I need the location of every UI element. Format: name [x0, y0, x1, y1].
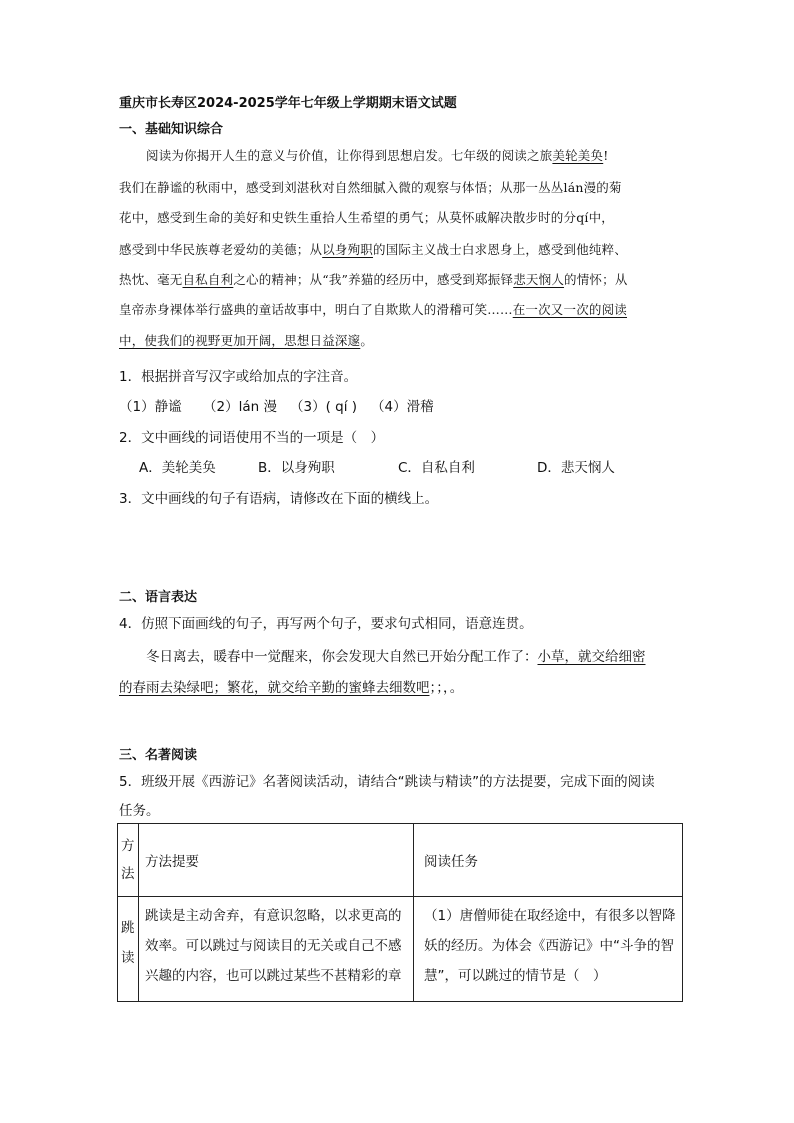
q1-item-1: （1）静谧 [119, 399, 182, 415]
passage-text: 之心的精神；从“我”养猫的经历中，感受到郑振铎 [233, 272, 514, 287]
question-3: 3．文中画线的句子有语病，请修改在下面的横线上。 [119, 491, 439, 507]
header-method: 方法 [118, 824, 139, 897]
passage-text: 花中，感受到生命的美好和史铁生重拾人生希望的勇气；从莫怀戚解决散步时的分qí中， [119, 210, 615, 225]
q2-option-d: D．悲天悯人 [537, 460, 615, 476]
underlined-phrase: 中，使我们的视野更加开阔，思想日益深邃 [119, 333, 361, 348]
q4-sample-line-2 [119, 676, 463, 696]
passage-line [119, 331, 373, 349]
question-4: 4．仿照下面画线的句子，再写两个句子，要求句式相同，语意连贯。 [119, 616, 533, 632]
q1-item-4: （4）滑稽 [371, 399, 434, 415]
passage-text: ! [603, 148, 609, 163]
header-task: 阅读任务 [414, 824, 683, 897]
question-5-line-1: 5．班级开展《西游记》名著阅读活动，请结合“跳读与精读”的方法提要，完成下面的阅读 [119, 774, 655, 790]
q2-option-b: B．以身殉职 [258, 460, 335, 476]
underlined-phrase: 在一次又一次的阅读 [512, 302, 628, 317]
passage-line [119, 178, 622, 196]
q2-option-c: C．自私自利 [398, 460, 475, 476]
table-header-row [118, 824, 683, 897]
cell-method: 跳读 [118, 897, 139, 1002]
passage-line [146, 146, 608, 164]
passage-text: 的国际主义战士白求恩身上，感受到他纯粹、 [373, 242, 628, 257]
section-heading-3: 三、名著阅读 [119, 748, 198, 763]
question-2: 2．文中画线的词语使用不当的一项是（ ） [119, 430, 385, 446]
passage-text: 。 [360, 333, 374, 348]
passage-line [119, 300, 627, 318]
passage-text: 我们在静谧的秋雨中，感受到刘湛秋对自然细腻入微的观察与体悟；从那一丛丛lán漫的菊 [119, 180, 622, 195]
underlined-phrase: 自私自利 [182, 272, 234, 287]
question-1: 1．根据拼音写汉字或给加点的字注音。 [119, 369, 358, 385]
passage-line [119, 270, 628, 288]
document-title: 重庆市长寿区2024-2025学年七年级上学期期末语文试题 [119, 96, 457, 111]
q4-sample-underlined: 小草，就交给细密 [537, 649, 646, 665]
q2-option-a: A．美轮美奂 [139, 460, 216, 476]
underlined-phrase: 美轮美奂 [552, 148, 604, 163]
passage-line [119, 240, 627, 258]
table-row [118, 897, 683, 1002]
underlined-phrase: 以身殉职 [322, 242, 374, 257]
passage-text: 热忱、毫无 [119, 272, 183, 287]
method-table [117, 823, 683, 1002]
q4-sample-line-1 [146, 645, 646, 665]
header-summary: 方法提要 [139, 824, 414, 897]
q4-sample-blank: ；；，。 [429, 680, 464, 696]
passage-text: 阅读为你揭开人生的意义与价值，让你得到思想启发。七年级的阅读之旅 [146, 148, 553, 163]
underlined-phrase: 悲天悯人 [513, 272, 565, 287]
passage-text: 皇帝赤身裸体举行盛典的童话故事中，明白了自欺欺人的滑稽可笑…… [119, 302, 513, 317]
passage-text: 感受到中华民族尊老爱幼的美德；从 [119, 242, 323, 257]
cell-summary: 跳读是主动舍弃，有意识忽略，以求更高的效率。可以跳过与阅读目的无关或自己不感兴趣的内容，也可以跳过某些不甚精彩的章 [139, 897, 414, 1002]
passage-line [119, 208, 614, 226]
section-heading-2: 二、语言表达 [119, 590, 198, 605]
q4-sample-plain: 冬日离去，暖春中一觉醒来，你会发现大自然已开始分配工作了： [146, 649, 538, 665]
question-5-line-2: 任务。 [119, 803, 160, 819]
cell-task: （1）唐僧师徒在取经途中，有很多以智降妖的经历。为体会《西游记》中“斗争的智慧”，可以跳过的情节是（ ） [414, 897, 683, 1002]
q1-item-2: （2）lán 漫 [203, 399, 277, 415]
passage-text: 的情怀；从 [564, 272, 628, 287]
q4-sample-underlined-2: 的春雨去染绿吧；繁花，就交给辛勤的蜜蜂去细数吧 [119, 680, 430, 696]
q1-item-3: （3）( qí ) [290, 399, 358, 415]
section-heading-1: 一、基础知识综合 [119, 122, 224, 137]
